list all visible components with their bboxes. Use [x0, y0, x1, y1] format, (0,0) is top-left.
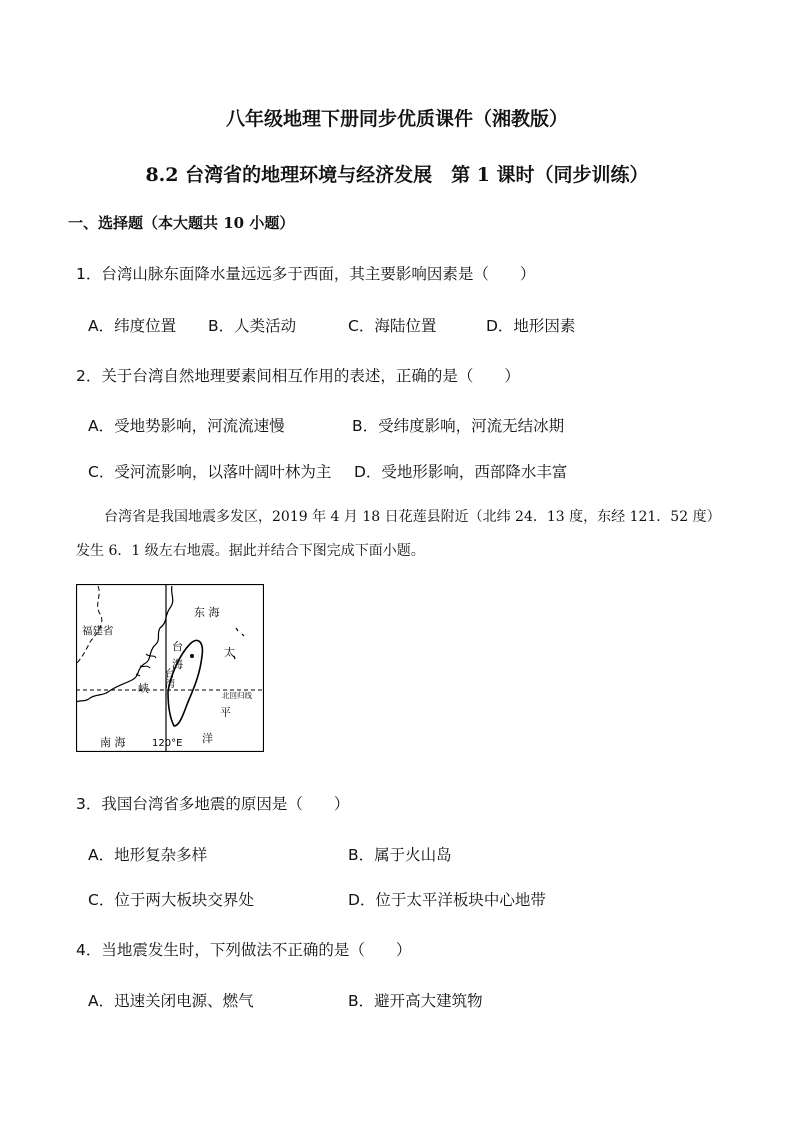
document-subtitle: 8.2 台湾省的地理环境与经济发展 第 1 课时（同步训练）	[145, 164, 649, 186]
question-1-option-d[interactable]: D．地形因素	[486, 317, 576, 335]
label-strait-3: 峡	[138, 682, 149, 695]
label-south-sea: 南 海	[100, 736, 126, 749]
question-4-option-b[interactable]: B．避开高大建筑物	[348, 992, 483, 1010]
label-east-sea: 东 海	[194, 606, 220, 619]
question-3-option-a[interactable]: A．地形复杂多样	[88, 846, 208, 864]
question-4-stem: 4．当地震发生时，下列做法不正确的是（ ）	[76, 941, 412, 959]
label-meridian: 120°E	[152, 738, 183, 749]
label-strait-2: 海	[172, 658, 183, 671]
question-2-stem: 2．关于台湾自然地理要素间相互作用的表述，正确的是（ ）	[76, 367, 520, 385]
question-4-option-a[interactable]: A．迅速关闭电源、燃气	[88, 992, 254, 1010]
label-tropic: 北回归线	[222, 691, 252, 700]
question-1-option-a[interactable]: A．纬度位置	[88, 317, 177, 335]
label-taiwan-island: 台湾	[162, 668, 174, 688]
taiwan-map	[76, 584, 264, 752]
passage-line-2: 发生 6．1 级左右地震。据此并结合下图完成下面小题。	[76, 543, 425, 559]
question-2-option-c[interactable]: C．受河流影响，以落叶阔叶林为主	[88, 463, 332, 481]
question-3-option-b[interactable]: B．属于火山岛	[348, 846, 452, 864]
question-2-option-b[interactable]: B．受纬度影响，河流无结冰期	[352, 417, 565, 435]
question-2-option-d[interactable]: D．受地形影响，西部降水丰富	[354, 463, 568, 481]
label-fujian: 福建省	[82, 625, 114, 637]
question-1-option-c[interactable]: C．海陆位置	[348, 317, 437, 335]
question-2-option-a[interactable]: A．受地势影响，河流流速慢	[88, 417, 285, 435]
label-strait-1: 台	[172, 640, 183, 653]
label-pacific-2: 平	[220, 706, 231, 719]
question-1-stem: 1．台湾山脉东面降水量远远多于西面，其主要影响因素是（ ）	[76, 265, 536, 283]
earthquake-epicenter-marker	[190, 654, 194, 658]
passage-line-1: 台湾省是我国地震多发区，2019 年 4 月 18 日花莲县附近（北纬 24．13 度，东经 121．52 度）	[104, 509, 721, 525]
question-3-stem: 3．我国台湾省多地震的原因是（ ）	[76, 795, 350, 813]
question-3-option-d[interactable]: D．位于太平洋板块中心地带	[348, 891, 546, 909]
question-3-option-c[interactable]: C．位于两大板块交界处	[88, 891, 254, 909]
label-pacific-3: 洋	[202, 732, 213, 745]
section-heading: 一、选择题（本大题共 10 小题）	[68, 214, 295, 232]
label-pacific-1: 太	[224, 646, 235, 659]
question-1-option-b[interactable]: B．人类活动	[208, 317, 297, 335]
document-title: 八年级地理下册同步优质课件（湘教版）	[225, 108, 568, 130]
